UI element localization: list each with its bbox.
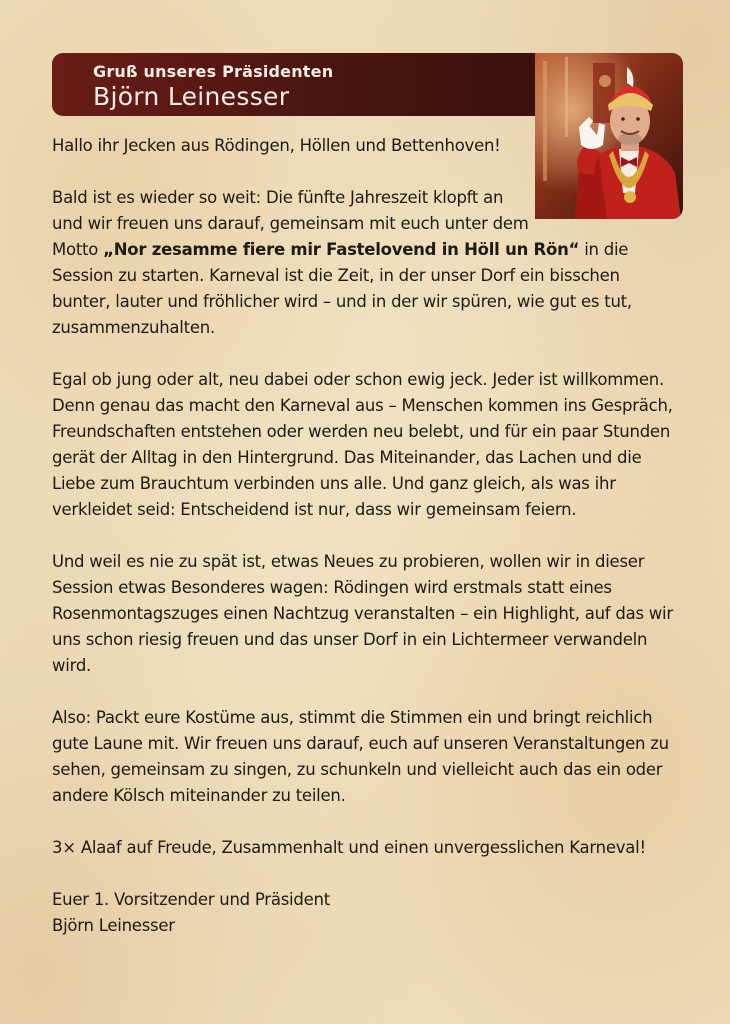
- paragraph-1: [52, 185, 677, 341]
- closing-block: [52, 887, 677, 939]
- closing-line: Euer 1. Vorsitzender und Präsident: [52, 890, 330, 909]
- header-banner: [52, 53, 552, 116]
- paragraph-2: Egal ob jung oder alt, neu dabei oder schon ewig jeck. Jeder ist willkommen. Denn genau das macht den Karneval aus – Menschen kommen ins Gespräch, Freundschaften entstehen oder werden neu belebt, und für ein paar Stunden gerät der Alltag in den Hintergrund. Das Miteinander, das Lachen und die Liebe zum Brauchtum verbinden uns alle. Und ganz gleich, als was ihr verkleidet seid: Entscheidend ist nur, dass wir gemeinsam feiern.: [52, 370, 673, 519]
- greeting: Hallo ihr Jecken aus Rödingen, Höllen und Bettenhoven!: [52, 136, 501, 155]
- letter-body: [52, 133, 677, 939]
- paragraph-1-rest: in die Session zu starten. Karneval ist die Zeit, in der unser Dorf ein bisschen bunter, lauter und fröhlicher wird – und in der wir spüren, wie gut es tut, zusammenzuhalten.: [52, 240, 632, 337]
- motto-prefix: Motto: [52, 240, 104, 259]
- header-subtitle: Gruß unseres Präsidenten: [93, 62, 334, 81]
- paragraph-4: Also: Packt eure Kostüme aus, stimmt die Stimmen ein und bringt reichlich gute Laune mit. Wir freuen uns darauf, euch auf unseren Veranstaltungen zu sehen, gemeinsam zu singen, zu schunkeln und vielleicht auch das ein oder andere Kölsch miteinander zu teilen.: [52, 708, 669, 805]
- paragraph-1-line-2: und wir freuen uns darauf, gemeinsam mit euch unter dem: [52, 214, 529, 233]
- paragraph-1-line-1: Bald ist es wieder so weit: Die fünfte Jahreszeit klopft an: [52, 188, 504, 207]
- paragraph-3: Und weil es nie zu spät ist, etwas Neues zu probieren, wollen wir in dieser Session etwas Besonderes wagen: Rödingen wird erstmals statt eines Rosenmontagszuges einen Nachtzug veranstalten – ein Highlight, auf das wir uns schon riesig freuen und das unser Dorf in ein Lichtermeer verwandeln wird.: [52, 552, 673, 675]
- motto-text: „Nor zesamme fiere mir Fastelovend in Höll un Rön“: [103, 240, 580, 259]
- paragraph-5: 3× Alaaf auf Freude, Zusammenhalt und einen unvergesslichen Karneval!: [52, 838, 646, 857]
- signature: Björn Leinesser: [52, 916, 175, 935]
- header-name: Björn Leinesser: [93, 82, 290, 111]
